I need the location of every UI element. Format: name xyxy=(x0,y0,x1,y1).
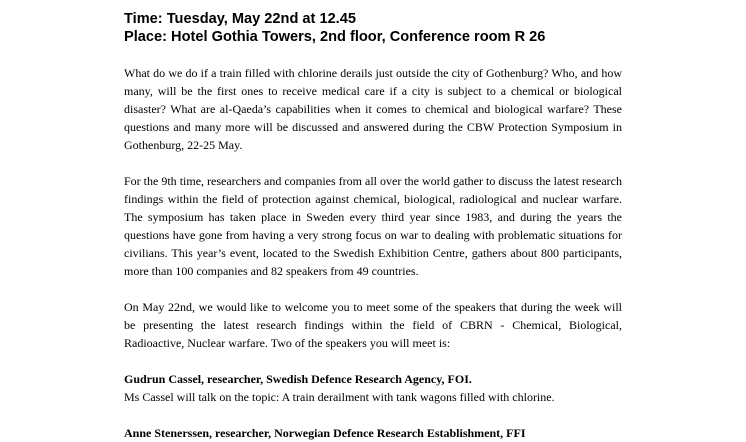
paragraph-speakers-intro: On May 22nd, we would like to welcome you to meet some of the speakers that during the week will be presenting the latest research findings within the field of CBRN - Chemical, Biological, Radioactive, Nuclear warfare. Two of the speakers you will meet is: xyxy=(124,300,622,350)
speaker-entry xyxy=(124,424,622,442)
paragraph-symposium: For the 9th time, researchers and companies from all over the world gather to discuss the latest research findings within the field of protection against chemical, biological, radiological and nuclear warfare. The symposium has taken place in Sweden every third year since 1983, and during the years the questions have gone from having a very strong focus on war to dealing with problematic situations for civilians. This year’s event, located to the Swedish Exhibition Centre, gathers about 800 participants, more than 100 companies and 82 speakers from 49 countries. xyxy=(124,174,622,278)
speaker-topic: Ms Cassel will talk on the topic: A train derailment with tank wagons filled with chlorine. xyxy=(124,390,555,404)
paragraph-intro: What do we do if a train filled with chlorine derails just outside the city of Gothenburg? Who, and how many, will be the first ones to receive medical care if a city is subject to a chemical or biological disaster? What are al-Qaeda’s capabilities when it comes to chemical and biological warfare? These questions and many more will be discussed and answered during the CBW Protection Symposium in Gothenburg, 22-25 May. xyxy=(124,66,622,152)
event-time: Time: Tuesday, May 22nd at 12.45 xyxy=(124,11,356,27)
speaker-name: Gudrun Cassel, researcher, Swedish Defence Research Agency, FOI. xyxy=(124,372,472,386)
speaker-name: Anne Stenerssen, researcher, Norwegian Defence Research Establishment, FFI xyxy=(124,426,526,440)
event-place: Place: Hotel Gothia Towers, 2nd floor, Conference room R 26 xyxy=(124,29,546,45)
speaker-entry xyxy=(124,370,622,406)
document-page xyxy=(124,10,622,442)
